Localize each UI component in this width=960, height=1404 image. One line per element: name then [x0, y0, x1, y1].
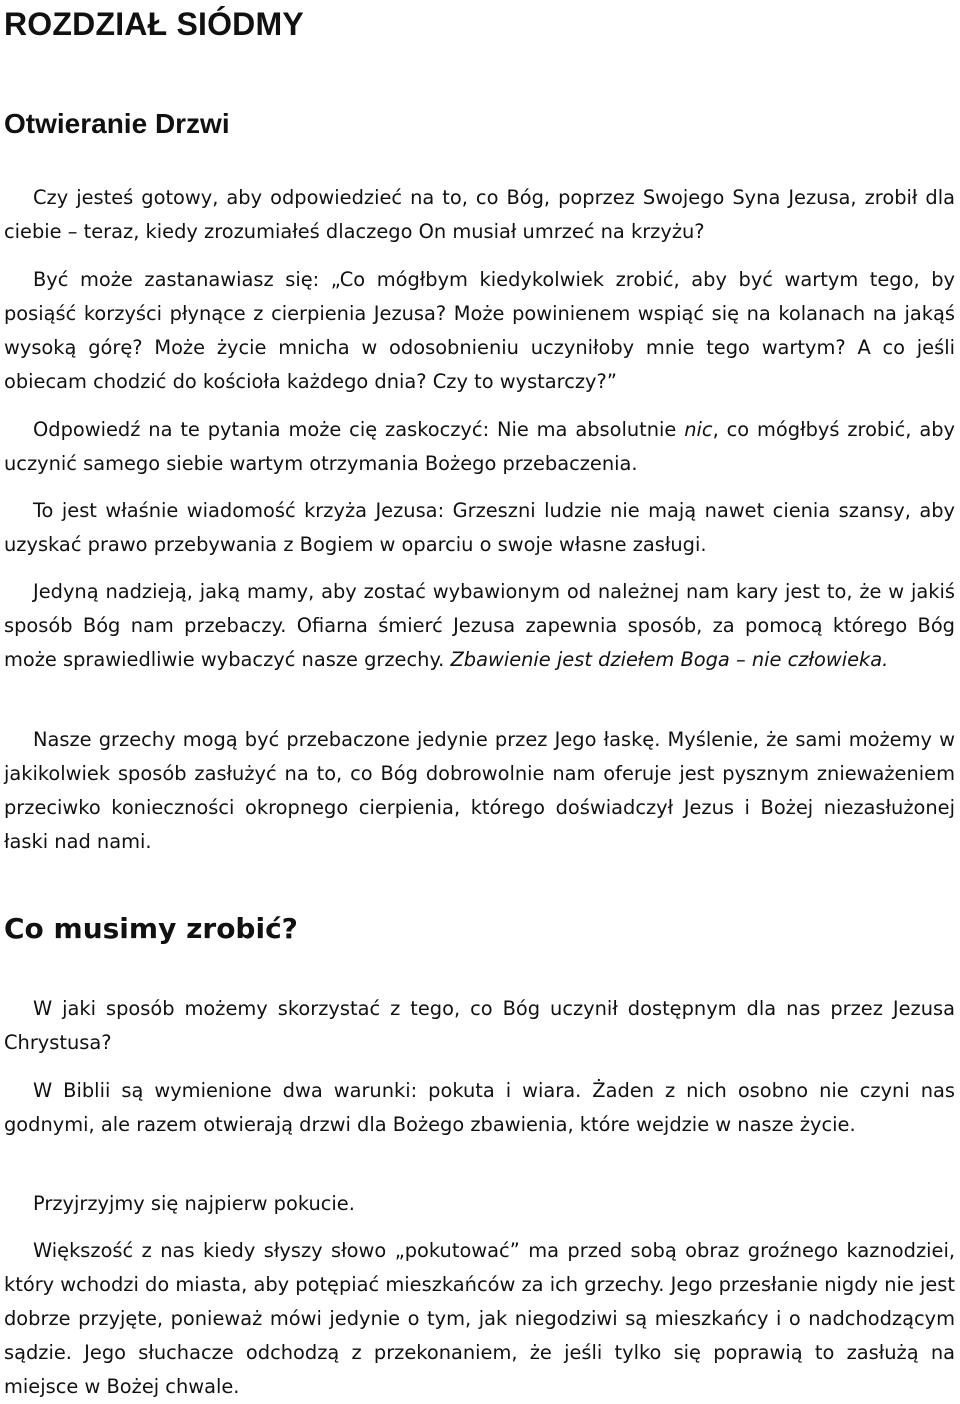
paragraph-10 — [4, 1234, 955, 1404]
paragraph-9-text: Przyjrzyjmy się najpierw pokucie. — [33, 1192, 355, 1215]
paragraph-4 — [4, 494, 955, 562]
chapter-title: ROZDZIAŁ SIÓDMY — [4, 6, 304, 42]
paragraph-1-text: Czy jesteś gotowy, aby odpowiedzieć na to, co Bóg, poprzez Swojego Syna Jezusa, zrobił dla ciebie – teraz, kiedy zrozumiałeś dlaczego On musiał umrzeć na krzyżu? — [4, 186, 955, 243]
paragraph-3-emphasis: nic — [684, 418, 713, 441]
paragraph-7 — [4, 992, 955, 1060]
paragraph-10-text: Większość z nas kiedy słyszy słowo „pokutować” ma przed sobą obraz groźnego kaznodziei, który wchodzi do miasta, aby potępiać mieszkańców za ich grzechy. Jego przesłanie nigdy nie jest dobrze przyjęte, ponieważ mówi jedynie o tym, jak niegodziwi są mieszkańcy i o nadchodzącym sądzie. Jego słuchacze odchodzą z przekonaniem, że jeśli tylko się poprawią to zasłużą na miejsce w Bożej chwale. — [4, 1239, 955, 1398]
paragraph-8-text: W Biblii są wymienione dwa warunki: pokuta i wiara. Żaden z nich osobno nie czyni nas godnymi, ale razem otwierają drzwi dla Bożego zbawienia, które wejdzie w nasze życie. — [4, 1079, 955, 1136]
paragraph-2 — [4, 263, 955, 399]
paragraph-5-text: Jedyną nadzieją, jaką mamy, aby zostać wybawionym od należnej nam kary jest to, że w jakiś sposób Bóg nam przebaczy. Ofiarna śmierć Jezusa zapewnia sposób, za pomocą którego Bóg może sprawiedliwie wybaczyć nasze grzechy. — [4, 580, 955, 671]
paragraph-6-text: Nasze grzechy mogą być przebaczone jedynie przez Jego łaskę. Myślenie, że sami możemy w jakikolwiek sposób zasłużyć na to, co Bóg dobrowolnie nam oferuje jest pysznym znieważeniem przeciwko konieczności okropnego cierpienia, którego doświadczył Jezus i Bożej niezasłużonej łaski nad nami. — [4, 728, 955, 853]
paragraph-2-text: Być może zastanawiasz się: „Co mógłbym kiedykolwiek zrobić, aby być wartym tego, by posiąść korzyści płynące z cierpienia Jezusa? Może powinienem wspiąć się na kolanach na jakąś wysoką górę? Może życie mnicha w odosobnieniu uczyniłoby mnie tego wartym? A co jeśli obiecam chodzić do kościoła każdego dnia? Czy to wystarczy?” — [4, 268, 955, 393]
paragraph-3 — [4, 413, 955, 481]
paragraph-4-text: To jest właśnie wiadomość krzyża Jezusa: Grzeszni ludzie nie mają nawet cienia szansy, aby uzyskać prawo przebywania z Bogiem w oparciu o swoje własne zasługi. — [4, 499, 955, 556]
paragraph-1 — [4, 181, 955, 249]
paragraph-6 — [4, 723, 955, 859]
paragraph-3-text-after: , co mógłbyś zrobić, aby uczynić samego siebie wartym otrzymania Bożego przebaczenia. — [4, 418, 955, 475]
paragraph-7-text: W jaki sposób możemy skorzystać z tego, co Bóg uczynił dostępnym dla nas przez Jezusa Chrystusa? — [4, 997, 955, 1054]
paragraph-8 — [4, 1074, 955, 1142]
paragraph-3-text-before: Odpowiedź na te pytania może cię zaskoczyć: Nie ma absolutnie — [33, 418, 685, 441]
paragraph-5 — [4, 575, 955, 677]
paragraph-9 — [4, 1187, 955, 1221]
paragraph-5-emphasis: Zbawienie jest dziełem Boga – nie człowieka. — [450, 648, 889, 671]
section-title-opening-doors: Otwieranie Drzwi — [4, 108, 230, 139]
section-title-what-must-we-do: Co musimy zrobić? — [4, 912, 298, 945]
